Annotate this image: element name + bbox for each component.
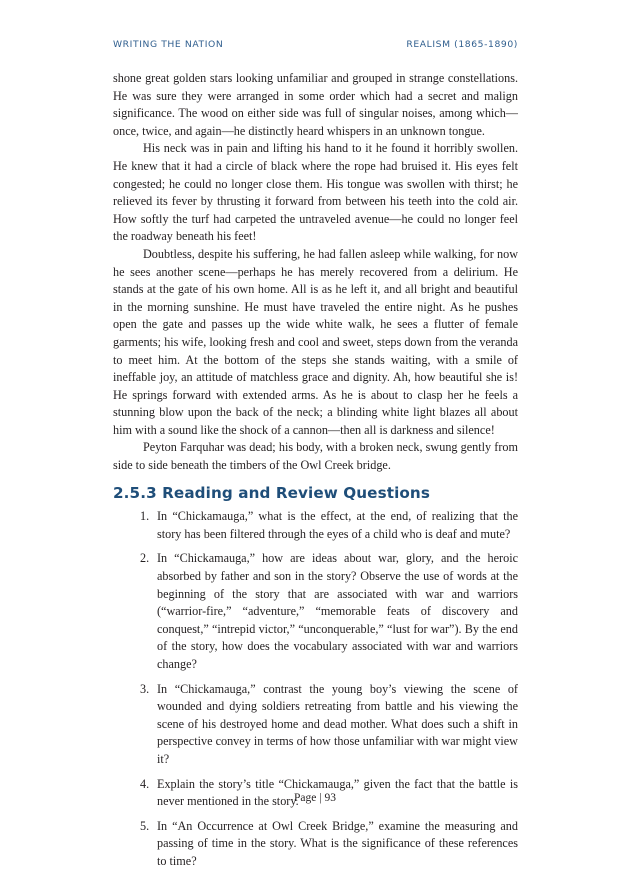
question-number: 5.: [140, 818, 150, 833]
question-number: 4.: [140, 776, 150, 791]
page-body: [113, 70, 518, 878]
body-paragraph: His neck was in pain and lifting his hand to it he found it horribly swollen. He knew that it had a circle of black where the rope had bruised it. His eyes felt congested; he could no longer close them. His tongue was swollen with thirst; he relieved its fever by thrusting it forward from between his teeth into the cold air. How softly the turf had carpeted the untraveled avenue—he could no longer feel the roadway beneath his feet!: [113, 141, 518, 244]
body-paragraph: shone great golden stars looking unfamiliar and grouped in strange constellations. He was sure they were arranged in some order which had a secret and malign significance. The wood on either side was full of singular noises, among which—once, twice, and again—he distinctly heard whispers in an unknown tongue.: [113, 71, 518, 138]
question-text: In “Chickamauga,” what is the effect, at the end, of realizing that the story has been filtered through the eyes of a child who is deaf and mute?: [157, 509, 518, 541]
question-number: 1.: [140, 509, 150, 524]
question-text: In “Chickamauga,” how are ideas about war, glory, and the heroic absorbed by father and son in the story? Observe the use of words at the beginning of the story that are associated with war and warriors (“warrior-fire,” “adventure,” “memorable feats of discovery and conquest,” “intrepid victor,” “unconquerable,” “lust for war”). By the end of the story, how does the vocabulary associated with war and warriors change?: [157, 551, 518, 671]
question-item: [113, 818, 518, 871]
body-paragraph: Doubtless, despite his suffering, he had fallen asleep while walking, for now he sees another scene—perhaps he has merely recovered from a delirium. He stands at the gate of his own home. All is as he left it, and all bright and beautiful in the morning sunshine. He must have traveled the entire night. As he pushes open the gate and passes up the wide white walk, he sees a flutter of female garments; his wife, looking fresh and cool and sweet, steps down from the veranda to meet him. At the bottom of the steps she stands waiting, with a smile of ineffable joy, an attitude of matchless grace and dignity. Ah, how beautiful she is! He springs forward with extended arms. As he is about to clasp her he feels a stunning blow upon the back of the neck; a blinding white light blazes all about him with a sound like the shock of a cannon—then all is darkness and silence!: [113, 246, 518, 437]
question-item: [113, 508, 518, 543]
section-heading: 2.5.3 Reading and Review Questions: [113, 483, 430, 502]
page-number: Page | 93: [294, 792, 336, 804]
body-paragraph: Peyton Farquhar was dead; his body, with a broken neck, swung gently from side to side beneath the timbers of the Owl Creek bridge.: [113, 440, 518, 473]
question-number: 3.: [140, 681, 150, 696]
question-number: 2.: [140, 551, 150, 566]
question-item: [113, 550, 518, 673]
header-chapter-title: REALISM (1865-1890): [406, 39, 518, 50]
question-text: Explain the story’s title “Chickamauga,” given the fact that the battle is never mentioned in the story.: [157, 776, 518, 809]
question-item: [113, 681, 518, 769]
header-book-title: WRITING THE NATION: [113, 39, 224, 50]
question-list: [113, 508, 518, 870]
question-text: In “An Occurrence at Owl Creek Bridge,” examine the measuring and passing of time in the story. What is the significance of these references to time?: [157, 818, 518, 868]
question-text: In “Chickamauga,” contrast the young boy’s viewing the scene of wounded and dying soldiers retreating from battle and his viewing the scene of his destroyed home and dead mother. What does such a shift in perspective convey in terms of how those unfamiliar with war might view it?: [157, 681, 518, 766]
